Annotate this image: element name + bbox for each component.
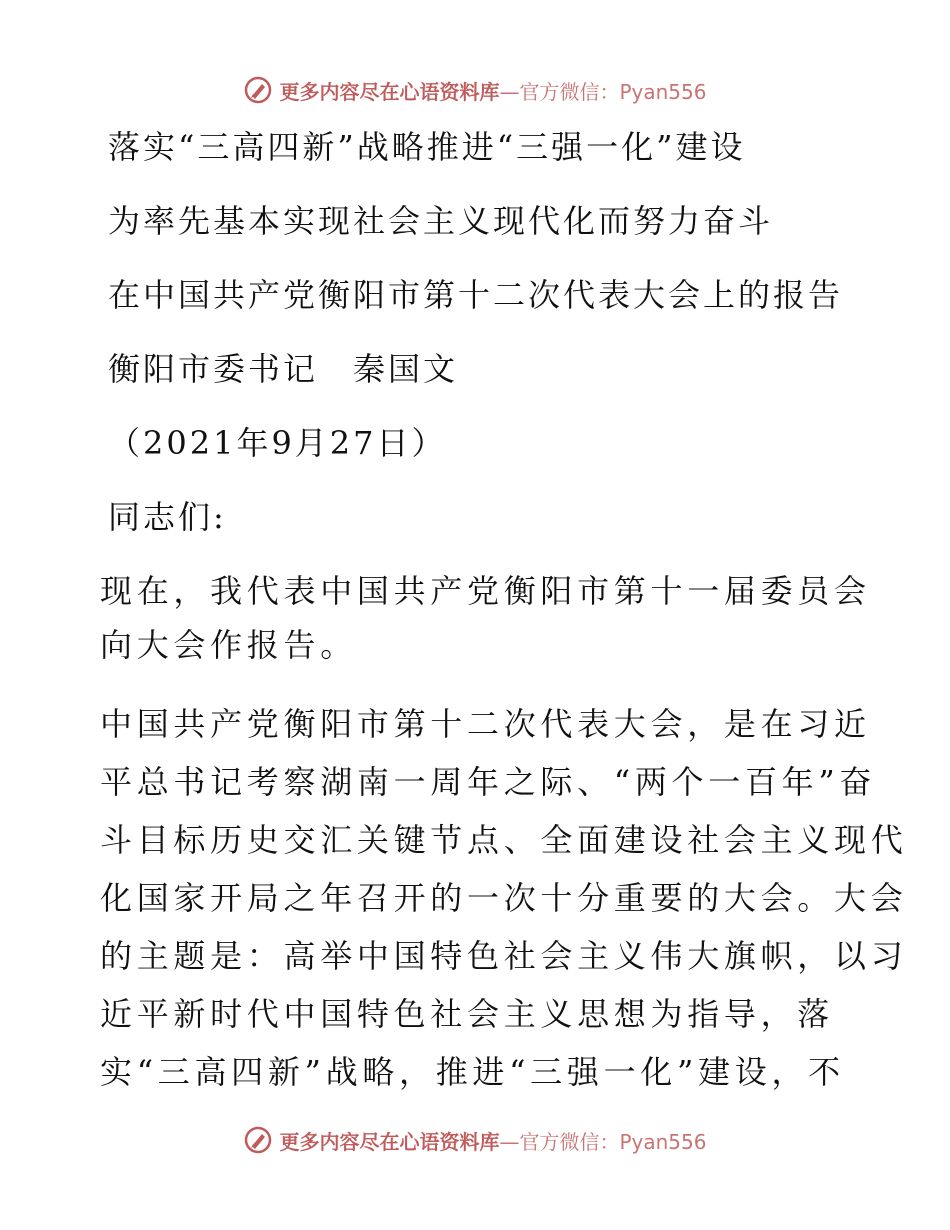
date-line: （2021年9月27日）	[108, 424, 447, 462]
watermark-contact: —官方微信：Pyan556	[499, 79, 707, 104]
title-line-2: 为率先基本实现社会主义现代化而努力奋斗	[108, 202, 774, 240]
watermark-banner-bottom	[0, 1120, 950, 1160]
paragraph1-line-1: 现在，我代表中国共产党衡阳市第十一届委员会	[100, 572, 871, 610]
paragraph2-line-2: 平总书记考察湖南一周年之际、“两个一百年”奋	[100, 763, 877, 801]
paragraph2-line-3: 斗目标历史交汇关键节点、全面建设社会主义现代	[100, 821, 908, 859]
paragraph2-line-1: 中国共产党衡阳市第十二次代表大会，是在习近	[100, 705, 871, 743]
paragraph2-line-7: 实“三高四新”战略，推进“三强一化”建设，不	[100, 1053, 845, 1091]
watermark-brand: 更多内容尽在心语资料库	[279, 79, 500, 104]
paragraph2-line-5: 的主题是：高举中国特色社会主义伟大旗帜，以习	[100, 937, 908, 975]
watermark-brand: 更多内容尽在心语资料库	[279, 1129, 500, 1154]
paragraph2-line-4: 化国家开局之年召开的一次十分重要的大会。大会	[100, 879, 908, 917]
paragraph1-line-2: 向大会作报告。	[100, 626, 357, 664]
title-line-3: 在中国共产党衡阳市第十二次代表大会上的报告	[108, 276, 844, 314]
paragraph2-line-6: 近平新时代中国特色社会主义思想为指导，落	[100, 995, 835, 1033]
watermark-banner-top	[0, 70, 950, 110]
pen-logo-icon	[243, 1125, 273, 1155]
title-line-1: 落实“三高四新”战略推进“三强一化”建设	[108, 128, 746, 166]
watermark-contact: —官方微信：Pyan556	[499, 1129, 707, 1154]
pen-logo-icon	[243, 75, 273, 105]
author-line: 衡阳市委书记 秦国文	[108, 350, 459, 388]
salutation: 同志们:	[108, 498, 227, 536]
